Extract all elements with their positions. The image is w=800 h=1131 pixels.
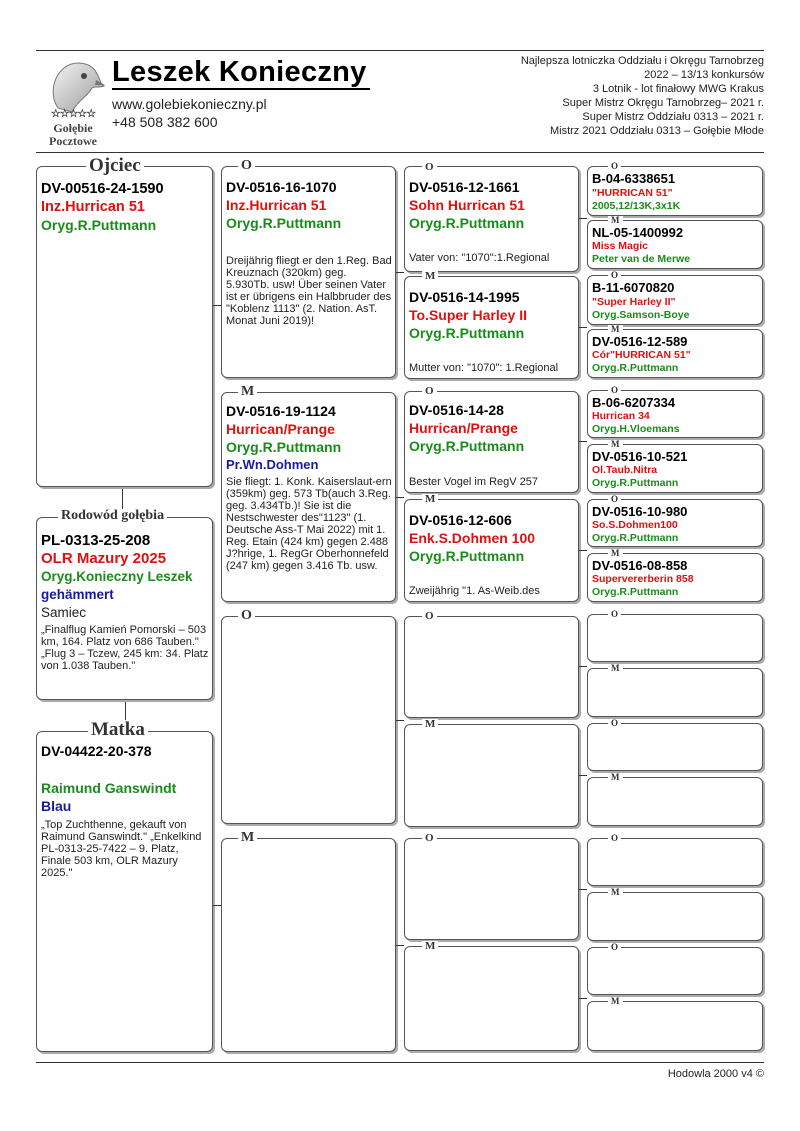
- mother-label: Matka: [88, 720, 148, 739]
- gen4-breeder: Oryg.R.Puttmann: [592, 586, 679, 598]
- fm-ring: DV-0516-19-1124: [226, 403, 336, 419]
- fmf-breeder: Oryg.R.Puttmann: [409, 438, 525, 454]
- connector: [579, 775, 587, 776]
- footer-credit: Hodowla 2000 v4 ©: [667, 1068, 764, 1080]
- subject-breeder: Oryg.Konieczny Leszek: [41, 569, 193, 584]
- connector: [579, 441, 587, 442]
- fm-breeder: Oryg.R.Puttmann: [226, 439, 342, 455]
- mf-card[interactable]: [221, 616, 396, 824]
- fff-label: O: [422, 162, 437, 173]
- logo-line1: Gołębie: [53, 121, 93, 135]
- gen4-label: O: [608, 162, 621, 171]
- gen4-label: M: [608, 997, 623, 1006]
- subject-color: gehämmert: [41, 587, 114, 602]
- father-card[interactable]: [36, 166, 213, 487]
- ff-label: O: [238, 159, 255, 173]
- mm-label: M: [238, 831, 257, 845]
- gen4-label: O: [608, 834, 621, 843]
- gen4-name: Miss Magic: [592, 240, 649, 252]
- breeder-name: Leszek Konieczny: [112, 56, 367, 88]
- fmf-label: O: [422, 386, 437, 397]
- ff-breeder: Oryg.R.Puttmann: [226, 215, 342, 231]
- phone-number: +48 508 382 600: [112, 114, 218, 130]
- gen4-label: O: [608, 719, 621, 728]
- fmm-note: Zweijährig "1. As-Weib.des: [409, 585, 540, 597]
- mff-label: O: [422, 611, 437, 622]
- gen4-breeder: Oryg.R.Puttmann: [592, 362, 679, 374]
- gen4-label: O: [608, 495, 621, 504]
- fm-card[interactable]: [221, 392, 396, 602]
- fmm-name: Enk.S.Dohmen 100: [409, 530, 536, 546]
- achievement-line: Super Mistrz Oddziału 0313 – 2021 r.: [582, 111, 764, 123]
- mf-label: O: [238, 609, 255, 623]
- ffm-name: To.Super Harley II: [409, 307, 527, 323]
- fmf-card[interactable]: [404, 391, 579, 493]
- mmf-label: O: [422, 833, 437, 844]
- fm-name: Hurrican/Prange: [226, 421, 335, 437]
- gen4-ring: B-11-6070820: [592, 280, 675, 295]
- connector: [396, 945, 404, 946]
- connector: [579, 666, 587, 667]
- fmm-ring: DV-0516-12-606: [409, 512, 512, 528]
- ff-ring: DV-0516-16-1070: [226, 179, 337, 195]
- connector: [213, 305, 221, 306]
- connector: [579, 218, 587, 219]
- gen4-empty-card[interactable]: [587, 614, 763, 662]
- gen4-empty-card[interactable]: [587, 947, 763, 995]
- gen4-empty-card[interactable]: [587, 723, 763, 771]
- achievement-line: Najlepsza lotniczka Oddziału i Okręgu Tarnobrzeg: [520, 55, 764, 67]
- gen4-label: M: [608, 216, 623, 225]
- gen4-breeder: Oryg.Samson-Boye: [592, 309, 690, 321]
- gen4-name: "HURRICAN 51": [592, 187, 673, 199]
- mother-color: Blau: [41, 798, 72, 814]
- logo-line2: Pocztowe: [49, 134, 97, 148]
- gen4-label: M: [608, 325, 623, 334]
- subject-name: OLR Mazury 2025: [41, 550, 167, 567]
- logo-stars: ☆☆☆☆☆: [50, 108, 96, 120]
- gen4-label: M: [608, 440, 623, 449]
- ffm-label: M: [422, 271, 438, 282]
- gen4-card[interactable]: [587, 329, 763, 378]
- gen4-card[interactable]: [587, 390, 763, 438]
- mfm-card[interactable]: [404, 724, 579, 827]
- gen4-empty-card[interactable]: [587, 838, 763, 886]
- fmm-label: M: [422, 494, 438, 505]
- footer-rule: [36, 1062, 764, 1063]
- gen4-breeder: Peter van de Merwe: [592, 253, 691, 265]
- fm-note: Sie fliegt: 1. Konk. Kaiserslaut-ern (359km) geg. 573 Tb(auch 3.Reg. geg. 3.434Tb.)! Sie ist die Nestschwester des"1123" (1. Deutsche Ass-T Mai 2022) mit 1. Reg. Etain (424 km) gegen 2.488 J?hrige, 1. RegGr Oberhonnefeld (247 km) gegen 3.416 Tb. usw.: [226, 476, 392, 572]
- gen4-empty-card[interactable]: [587, 1001, 763, 1051]
- gen4-label: M: [608, 888, 623, 897]
- mmm-label: M: [422, 941, 438, 952]
- gen4-name: "Super Harley II": [592, 296, 676, 308]
- ff-card[interactable]: [221, 166, 396, 378]
- fmf-ring: DV-0516-14-28: [409, 402, 504, 418]
- gen4-name: Supervererberin 858: [592, 573, 694, 585]
- gen4-empty-card[interactable]: [587, 668, 763, 717]
- fff-breeder: Oryg.R.Puttmann: [409, 215, 525, 231]
- ffm-breeder: Oryg.R.Puttmann: [409, 325, 525, 341]
- fmm-breeder: Oryg.R.Puttmann: [409, 548, 525, 564]
- fff-card[interactable]: [404, 166, 579, 272]
- gen4-label: M: [608, 549, 623, 558]
- ffm-card[interactable]: [404, 276, 579, 379]
- gen4-empty-card[interactable]: [587, 777, 763, 826]
- father-breeder: Oryg.R.Puttmann: [41, 217, 157, 233]
- ff-note: Dreijährig fliegt er den 1.Reg. Bad Kreuznach (320km) geg. 5.930Tb. usw! Über seinen Vater ist er übrigens ein Halbbruder des "Koblenz 1113" (2. Nation. AsT. Monat Juni 2019)!: [226, 255, 392, 327]
- mother-ring: DV-04422-20-378: [41, 743, 152, 759]
- father-name: Inz.Hurrican 51: [41, 199, 145, 215]
- ffm-ring: DV-0516-14-1995: [409, 289, 520, 305]
- fff-note: Vater von: "1070":1.Regional: [409, 252, 550, 264]
- gen4-card[interactable]: [587, 499, 763, 547]
- header-top-rule: [36, 50, 764, 51]
- subject-note: „Finalflug Kamień Pomorski – 503 km, 164. Platz von 686 Tauben." „Flug 3 – Tczew, 245 km: 34. Platz von 1.038 Tauben.": [41, 624, 209, 672]
- gen4-empty-card[interactable]: [587, 892, 763, 941]
- fm-color: Pr.Wn.Dohmen: [226, 457, 319, 472]
- fmf-name: Hurrican/Prange: [409, 420, 518, 436]
- gen4-name: Hurrican 34: [592, 410, 650, 422]
- gen4-name: So.S.Dohmen100: [592, 519, 678, 531]
- gen4-ring: DV-0516-10-521: [592, 449, 688, 464]
- achievement-line: 3 Lotnik - lot finałowy MWG Krakus: [592, 83, 764, 95]
- gen4-ring: NL-05-1400992: [592, 225, 684, 240]
- fff-ring: DV-0516-12-1661: [409, 179, 520, 195]
- connector: [396, 497, 404, 498]
- subject-sex: Samiec: [41, 605, 87, 620]
- achievement-line: Super Mistrz Okręgu Tarnobrzeg– 2021 r.: [562, 97, 764, 109]
- pigeon-head-icon: [38, 56, 108, 116]
- gen4-label: M: [608, 664, 623, 673]
- connector: [579, 550, 587, 551]
- gen4-breeder: 2005,12/13K,3x1K: [592, 200, 681, 212]
- pedigree-label: Rodowód gołębia: [58, 509, 167, 523]
- gen4-breeder: Oryg.R.Puttmann: [592, 477, 679, 489]
- gen4-ring: B-06-6207334: [592, 395, 676, 410]
- ffm-note: Mutter von: "1070": 1.Regional: [409, 362, 559, 374]
- header-bottom-rule: [36, 152, 764, 153]
- mff-card[interactable]: [404, 616, 579, 718]
- achievement-line: 2022 – 13/13 konkursów: [644, 69, 764, 81]
- gen4-ring: B-04-6338651: [592, 171, 676, 186]
- ff-name: Inz.Hurrican 51: [226, 197, 327, 213]
- subject-ring: PL-0313-25-208: [41, 532, 151, 549]
- gen4-card[interactable]: [587, 444, 763, 493]
- logo: [38, 56, 108, 148]
- fff-name: Sohn Hurrican 51: [409, 197, 525, 213]
- gen4-card[interactable]: [587, 220, 763, 269]
- gen4-card[interactable]: [587, 166, 763, 216]
- connector: [579, 998, 587, 999]
- fmf-note: Bester Vogel im RegV 257: [409, 476, 539, 488]
- father-ring: DV-00516-24-1590: [41, 181, 164, 197]
- connector: [579, 889, 587, 890]
- website-link[interactable]: www.golebiekonieczny.pl: [112, 96, 267, 112]
- father-label: Ojciec: [86, 156, 144, 175]
- gen4-card[interactable]: [587, 275, 763, 325]
- gen4-name: Cór"HURRICAN 51": [592, 349, 691, 361]
- gen4-label: O: [608, 943, 621, 952]
- connector: [213, 905, 221, 906]
- gen4-label: O: [608, 386, 621, 395]
- gen4-label: M: [608, 773, 623, 782]
- mmf-card[interactable]: [404, 838, 579, 940]
- mother-card[interactable]: [36, 731, 213, 1052]
- connector: [396, 272, 404, 273]
- mmm-card[interactable]: [404, 946, 579, 1051]
- achievement-line: Mistrz 2021 Oddziału 0313 – Gołębie Młode: [549, 125, 764, 137]
- gen4-breeder: Oryg.R.Puttmann: [592, 532, 679, 544]
- subject-card[interactable]: [36, 517, 213, 700]
- fm-label: M: [238, 385, 257, 399]
- mother-note: „Top Zuchthenne, gekauft von Raimund Ganswindt." „Enkelkind PL-0313-25-7422 – 9. Platz, Finale 503 km, OLR Mazury 2025.": [41, 819, 202, 879]
- mfm-label: M: [422, 719, 438, 730]
- breeder-name-underline: [112, 88, 370, 90]
- gen4-name: Ol.Taub.Nitra: [592, 464, 658, 476]
- gen4-ring: DV-0516-12-589: [592, 334, 688, 349]
- connector: [579, 327, 587, 328]
- mother-breeder: Raimund Ganswindt: [41, 780, 177, 796]
- gen4-label: O: [608, 271, 621, 280]
- fmm-card[interactable]: [404, 499, 579, 602]
- gen4-ring: DV-0516-08-858: [592, 558, 688, 573]
- gen4-label: O: [608, 610, 621, 619]
- gen4-card[interactable]: [587, 553, 763, 602]
- mm-card[interactable]: [221, 838, 396, 1052]
- achievements-list: [521, 54, 764, 138]
- gen4-breeder: Oryg.H.Vloemans: [592, 423, 680, 435]
- connector: [396, 720, 404, 721]
- gen4-ring: DV-0516-10-980: [592, 504, 688, 519]
